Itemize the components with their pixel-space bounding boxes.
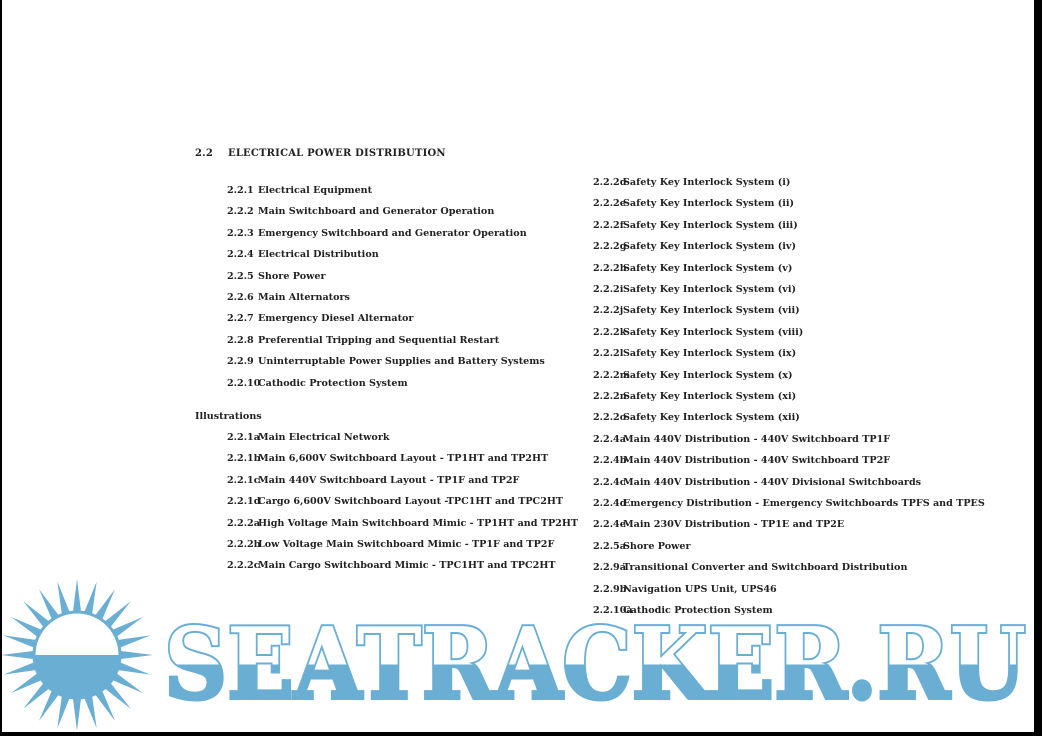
illustration-number: 2.2.9a: [593, 562, 626, 574]
illustration-number: 2.2.5a: [593, 540, 626, 552]
illustration-number: 2.2.2d: [593, 177, 627, 188]
illustration-entry: [593, 562, 907, 574]
contents-entry: [227, 185, 372, 197]
sun-ray: [95, 589, 115, 619]
contents-title: Shore Power: [258, 270, 326, 282]
illustration-title: Safety Key Interlock System (iv): [623, 241, 797, 253]
illustration-entry: [593, 241, 796, 253]
illustration-title: Main 440V Distribution - 440V Switchboard TP2F: [623, 455, 891, 467]
contents-title: Main Switchboard and Generator Operation: [258, 206, 495, 218]
section-number: 2.2: [195, 148, 213, 159]
illustration-number: 2.2.2n: [593, 391, 627, 402]
illustration-title: Transitional Converter and Switchboard Distribution: [623, 562, 908, 574]
contents-title: Emergency Diesel Alternator: [258, 313, 414, 325]
document-page: [2, 0, 1034, 732]
illustration-number: 2.2.9b: [593, 583, 627, 595]
illustrations-heading: Illustrations: [195, 411, 262, 422]
sun-ray: [2, 651, 33, 659]
illustration-title: Shore Power: [623, 540, 691, 552]
contents-number: 2.2.7: [227, 313, 254, 325]
illustration-title: Cathodic Protection System: [623, 605, 773, 616]
illustration-title: Main 6,600V Switchboard Layout - TP1HT and TP2HT: [258, 453, 549, 465]
sun-ray: [118, 635, 150, 647]
contents-entry: [227, 356, 545, 368]
illustration-entry: [593, 541, 691, 553]
illustration-number: 2.2.1d: [227, 496, 261, 508]
illustration-number: 2.2.2g: [593, 241, 627, 253]
contents-title: Preferential Tripping and Sequential Restart: [258, 334, 500, 346]
section-title: ELECTRICAL POWER DISTRIBUTION: [228, 148, 446, 159]
illustration-entry: [593, 305, 800, 317]
illustration-number: 2.2.2l: [593, 348, 624, 360]
sun-ray: [73, 699, 81, 730]
contents-title: Cathodic Protection System: [258, 377, 408, 389]
sun-ray: [39, 589, 59, 619]
illustration-entry: [227, 432, 390, 444]
illustration-entry: [227, 539, 554, 551]
illustration-number: 2.2.2o: [593, 412, 627, 424]
illustration-entry: [593, 455, 890, 467]
illustration-title: Safety Key Interlock System (vi): [623, 284, 797, 295]
contents-number: 2.2.5: [227, 270, 254, 282]
contents-title: Emergency Switchboard and Generator Operation: [258, 227, 527, 239]
illustration-number: 2.2.10a: [593, 605, 633, 616]
illustration-title: Safety Key Interlock System (vii): [623, 305, 800, 317]
illustration-title: Cargo 6,600V Switchboard Layout -TPC1HT and TPC2HT: [258, 496, 564, 508]
illustration-title: Safety Key Interlock System (ii): [623, 198, 795, 210]
illustration-title: Main 440V Switchboard Layout - TP1F and TP2F: [258, 474, 520, 486]
illustration-title: Safety Key Interlock System (ix): [623, 348, 797, 360]
sun-ray: [57, 696, 69, 728]
illustration-number: 2.2.2a: [227, 517, 260, 529]
illustration-number: 2.2.2k: [593, 326, 627, 338]
sun-ray: [113, 673, 143, 693]
illustration-number: 2.2.1a: [227, 432, 260, 443]
illustration-title: Emergency Distribution - Emergency Switchboards TPFS and TPES: [623, 498, 985, 509]
sun-ray: [11, 673, 41, 693]
contents-entry: [227, 335, 499, 347]
sun-ray: [121, 651, 153, 659]
illustration-number: 2.2.4c: [593, 476, 626, 488]
contents-number: 2.2.10: [227, 377, 261, 389]
illustration-title: Main 440V Distribution - 440V Divisional Switchboards: [623, 476, 922, 488]
illustration-entry: [593, 348, 796, 360]
illustration-number: 2.2.2f: [593, 219, 624, 231]
illustration-number: 2.2.2c: [227, 560, 260, 572]
illustration-title: Safety Key Interlock System (iii): [623, 219, 798, 231]
sun-ray: [23, 683, 49, 709]
sun-ray: [4, 635, 36, 647]
illustration-number: 2.2.4b: [593, 455, 627, 467]
illustration-entry: [227, 453, 548, 465]
contents-title: Electrical Equipment: [258, 185, 373, 196]
illustration-number: 2.2.2h: [593, 262, 627, 274]
illustration-title: Navigation UPS Unit, UPS46: [623, 583, 777, 595]
illustration-entry: [227, 518, 578, 530]
illustration-number: 2.2.2i: [593, 284, 624, 295]
illustration-number: 2.2.2b: [227, 539, 261, 550]
seatracker-watermark-logo: [2, 580, 1034, 730]
illustration-number: 2.2.1b: [227, 453, 261, 465]
illustration-title: Main 440V Distribution - 440V Switchboard TP1F: [623, 433, 891, 445]
illustration-entry: [593, 498, 985, 510]
contents-number: 2.2.3: [227, 227, 254, 239]
contents-number: 2.2.8: [227, 334, 254, 346]
illustration-entry: [593, 434, 890, 446]
illustration-title: High Voltage Main Switchboard Mimic - TP1HT and TP2HT: [258, 517, 579, 529]
sun-ray: [113, 617, 143, 637]
illustration-title: Safety Key Interlock System (viii): [623, 326, 804, 338]
illustration-entry: [593, 263, 792, 275]
illustration-number: 2.2.2j: [593, 305, 624, 317]
contents-title: Electrical Distribution: [258, 249, 379, 261]
sun-ray: [23, 601, 49, 627]
contents-title: Uninterruptable Power Supplies and Battery Systems: [258, 356, 545, 368]
illustration-entry: [593, 412, 800, 424]
illustration-number: 2.2.4d: [593, 498, 627, 509]
illustration-entry: [593, 177, 790, 189]
illustration-title: Safety Key Interlock System (x): [623, 369, 793, 381]
contents-entry: [227, 228, 527, 240]
illustration-number: 2.2.4a: [593, 433, 626, 445]
contents-number: 2.2.6: [227, 292, 254, 303]
illustration-entry: [227, 496, 563, 508]
sun-ray: [4, 663, 36, 675]
illustration-title: Safety Key Interlock System (xii): [623, 412, 800, 424]
contents-title: Main Alternators: [258, 292, 350, 303]
illustration-number: 2.2.4e: [593, 519, 626, 531]
illustration-number: 2.2.2e: [593, 198, 626, 210]
illustration-entry: [593, 519, 844, 531]
contents-number: 2.2.9: [227, 356, 254, 368]
illustration-number: 2.2.1c: [227, 474, 260, 486]
illustration-title: Low Voltage Main Switchboard Mimic - TP1F and TP2F: [258, 539, 555, 550]
sun-ray: [105, 683, 131, 709]
contents-number: 2.2.4: [227, 249, 254, 261]
illustration-entry: [593, 370, 793, 382]
contents-entry: [227, 378, 408, 390]
watermark-text: SEATRACKER.RU: [164, 607, 1026, 722]
sun-ray: [73, 580, 81, 611]
illustration-entry: [593, 198, 794, 210]
sun-ray: [118, 663, 150, 675]
contents-entry: [227, 206, 494, 218]
illustration-title: Safety Key Interlock System (xi): [623, 391, 797, 402]
illustration-number: 2.2.2m: [593, 369, 630, 381]
illustration-entry: [227, 560, 556, 572]
contents-entry: [227, 271, 326, 283]
illustration-entry: [593, 391, 796, 403]
illustration-title: Safety Key Interlock System (i): [623, 177, 791, 188]
section-heading: [195, 148, 446, 159]
illustration-entry: [593, 327, 803, 339]
sun-ray: [39, 691, 59, 721]
sun-ray: [85, 582, 97, 614]
illustration-title: Main Electrical Network: [258, 432, 390, 443]
illustration-entry: [593, 477, 921, 489]
illustration-entry: [593, 284, 796, 296]
sun-ray: [85, 696, 97, 728]
contents-entry: [227, 249, 379, 261]
sun-ray: [11, 617, 41, 637]
illustration-title: Main Cargo Switchboard Mimic - TPC1HT and TPC2HT: [258, 560, 556, 572]
sun-ray: [57, 582, 69, 614]
illustration-entry: [227, 475, 519, 487]
sun-ray: [95, 691, 115, 721]
illustration-title: Safety Key Interlock System (v): [623, 262, 793, 274]
contents-entry: [227, 292, 350, 304]
contents-entry: [227, 313, 413, 325]
sun-ray: [105, 601, 131, 627]
contents-number: 2.2.2: [227, 206, 254, 218]
contents-number: 2.2.1: [227, 185, 254, 196]
sun-icon: [2, 580, 153, 730]
illustration-title: Main 230V Distribution - TP1E and TP2E: [623, 519, 845, 531]
illustration-entry: [593, 220, 798, 232]
